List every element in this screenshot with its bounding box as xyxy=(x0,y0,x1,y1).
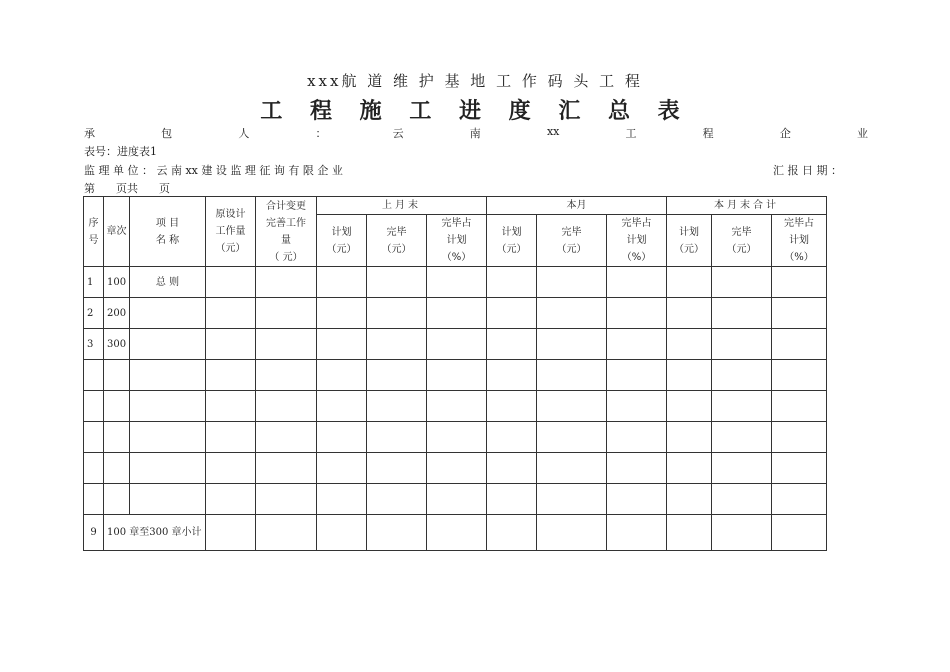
cell xyxy=(427,515,487,551)
header-done: 完毕 （元） xyxy=(537,215,607,267)
cell xyxy=(427,267,487,298)
cell xyxy=(712,391,772,422)
row-seq: 9 xyxy=(84,515,104,551)
cell xyxy=(317,298,367,329)
cell xyxy=(427,298,487,329)
cell xyxy=(256,360,317,391)
table-row xyxy=(84,422,827,453)
contractor-part: ： xyxy=(315,127,327,140)
cell xyxy=(427,329,487,360)
row-seq xyxy=(84,453,104,484)
document-subtitle: xxx航 道 维 护 基 地 工 作 码 头 工 程 xyxy=(307,72,643,90)
page-indicator: 第 页共 页 xyxy=(84,182,170,195)
cell xyxy=(712,453,772,484)
cell xyxy=(712,298,772,329)
contractor-part: 程 xyxy=(702,127,714,140)
supervisor-unit: 监 理 单 位 ： 云 南 xx 建 设 监 理 征 询 有 限 企 业 xyxy=(84,164,343,177)
cell xyxy=(367,422,427,453)
cell xyxy=(772,267,827,298)
contractor-part: xx xyxy=(546,125,560,138)
cell xyxy=(607,422,667,453)
cell xyxy=(427,453,487,484)
cell xyxy=(206,267,256,298)
contractor-part: 包 xyxy=(161,127,173,140)
cell xyxy=(712,329,772,360)
header-pct: 完毕占 计划 （%） xyxy=(427,215,487,267)
cell xyxy=(206,484,256,515)
cell xyxy=(256,329,317,360)
cell xyxy=(317,329,367,360)
cell xyxy=(367,453,427,484)
cell xyxy=(206,515,256,551)
table-row xyxy=(84,453,827,484)
contractor-part: 承 xyxy=(84,127,95,140)
cell xyxy=(667,484,712,515)
cell xyxy=(772,484,827,515)
cell xyxy=(607,298,667,329)
row-item-name xyxy=(130,422,206,453)
cell xyxy=(206,298,256,329)
cell xyxy=(317,360,367,391)
contractor-line xyxy=(84,125,868,141)
cell xyxy=(772,453,827,484)
contractor-part: 人 xyxy=(238,127,250,140)
cell xyxy=(367,329,427,360)
header-pct: 完毕占 计划 （%） xyxy=(772,215,827,267)
cell xyxy=(772,329,827,360)
cell xyxy=(772,515,827,551)
cell xyxy=(206,391,256,422)
cell xyxy=(256,422,317,453)
cell xyxy=(206,453,256,484)
cell xyxy=(667,391,712,422)
cell xyxy=(772,422,827,453)
cell xyxy=(427,360,487,391)
row-item-name xyxy=(130,360,206,391)
cell xyxy=(367,360,427,391)
cell xyxy=(537,329,607,360)
header-group-cumulative: 本月末合计 xyxy=(667,197,827,215)
report-date-label: 汇 报 日 期 ： xyxy=(773,164,842,177)
header-pct: 完毕占 计划 （%） xyxy=(607,215,667,267)
cell xyxy=(317,453,367,484)
row-chapter xyxy=(104,391,130,422)
cell xyxy=(667,298,712,329)
cell xyxy=(317,484,367,515)
document-title: 工 程 施 工 进 度 汇 总 表 xyxy=(260,98,690,124)
form-number: 表号：进度表1 xyxy=(84,145,157,158)
contractor-part: 南 xyxy=(469,127,481,140)
cell xyxy=(487,453,537,484)
cell xyxy=(487,267,537,298)
row-item-name: 总 则 xyxy=(130,267,206,298)
cell xyxy=(667,453,712,484)
row-chapter: 200 xyxy=(104,298,130,329)
cell xyxy=(667,360,712,391)
cell xyxy=(206,329,256,360)
row-item-name xyxy=(130,391,206,422)
cell xyxy=(256,267,317,298)
header-done: 完毕 （元） xyxy=(712,215,772,267)
cell xyxy=(607,329,667,360)
row-chapter: 300 xyxy=(104,329,130,360)
cell xyxy=(487,298,537,329)
cell xyxy=(487,329,537,360)
cell xyxy=(772,391,827,422)
cell xyxy=(537,360,607,391)
cell xyxy=(427,391,487,422)
cell xyxy=(607,484,667,515)
table-row xyxy=(84,329,827,360)
cell xyxy=(206,360,256,391)
cell xyxy=(607,267,667,298)
cell xyxy=(487,515,537,551)
cell xyxy=(317,422,367,453)
cell xyxy=(712,515,772,551)
cell xyxy=(537,391,607,422)
cell xyxy=(367,515,427,551)
header-group-last-month: 上月末 xyxy=(317,197,487,215)
cell xyxy=(427,422,487,453)
cell xyxy=(487,360,537,391)
table-row xyxy=(84,298,827,329)
row-seq: 1 xyxy=(84,267,104,298)
header-plan: 计划 （元） xyxy=(667,215,712,267)
contractor-part: 业 xyxy=(856,127,868,140)
row-chapter: 100 xyxy=(104,267,130,298)
cell xyxy=(256,391,317,422)
row-item-name xyxy=(130,329,206,360)
cell xyxy=(712,422,772,453)
contractor-part: 企 xyxy=(779,127,791,140)
row-seq xyxy=(84,360,104,391)
cell xyxy=(256,298,317,329)
cell xyxy=(256,453,317,484)
cell xyxy=(712,360,772,391)
row-item-name xyxy=(130,484,206,515)
cell xyxy=(427,484,487,515)
cell xyxy=(487,422,537,453)
table-row xyxy=(84,360,827,391)
cell xyxy=(487,484,537,515)
cell xyxy=(537,484,607,515)
cell xyxy=(317,391,367,422)
header-plan: 计划 （元） xyxy=(487,215,537,267)
cell xyxy=(206,422,256,453)
header-seq: 序号 xyxy=(84,197,104,267)
cell xyxy=(667,329,712,360)
cell xyxy=(712,484,772,515)
row-seq xyxy=(84,422,104,453)
subtotal-row xyxy=(84,515,827,551)
row-chapter xyxy=(104,422,130,453)
contractor-part: 云 xyxy=(392,127,404,140)
cell xyxy=(607,453,667,484)
cell xyxy=(772,360,827,391)
cell xyxy=(537,515,607,551)
row-seq xyxy=(84,484,104,515)
header-change-total: 合计变更 完善工作 量 （ 元） xyxy=(256,197,317,267)
cell xyxy=(607,515,667,551)
header-done: 完毕 （元） xyxy=(367,215,427,267)
cell xyxy=(607,360,667,391)
cell xyxy=(317,515,367,551)
cell xyxy=(667,515,712,551)
row-chapter xyxy=(104,484,130,515)
cell xyxy=(367,391,427,422)
row-item-name xyxy=(130,453,206,484)
header-group-this-month: 本月 xyxy=(487,197,667,215)
row-item-name xyxy=(130,298,206,329)
header-item-name: 项 目 名 称 xyxy=(130,197,206,267)
cell xyxy=(667,267,712,298)
cell xyxy=(487,391,537,422)
row-seq: 2 xyxy=(84,298,104,329)
cell xyxy=(367,298,427,329)
cell xyxy=(607,391,667,422)
row-chapter xyxy=(104,360,130,391)
cell xyxy=(712,267,772,298)
cell xyxy=(537,267,607,298)
table-row xyxy=(84,267,827,298)
row-seq: 3 xyxy=(84,329,104,360)
row-seq xyxy=(84,391,104,422)
contractor-part: 工 xyxy=(625,127,637,140)
subtotal-label: 100 章至300 章小计 xyxy=(104,515,206,551)
cell xyxy=(367,267,427,298)
header-plan: 计划 （元） xyxy=(317,215,367,267)
cell xyxy=(537,298,607,329)
progress-summary-table xyxy=(83,196,827,551)
header-original-design: 原设计 工作量 （元） xyxy=(206,197,256,267)
cell xyxy=(367,484,427,515)
cell xyxy=(537,422,607,453)
cell xyxy=(772,298,827,329)
table-row xyxy=(84,484,827,515)
table-row xyxy=(84,391,827,422)
row-chapter xyxy=(104,453,130,484)
cell xyxy=(256,484,317,515)
header-chapter: 章次 xyxy=(104,197,130,267)
cell xyxy=(537,453,607,484)
cell xyxy=(667,422,712,453)
cell xyxy=(256,515,317,551)
cell xyxy=(317,267,367,298)
